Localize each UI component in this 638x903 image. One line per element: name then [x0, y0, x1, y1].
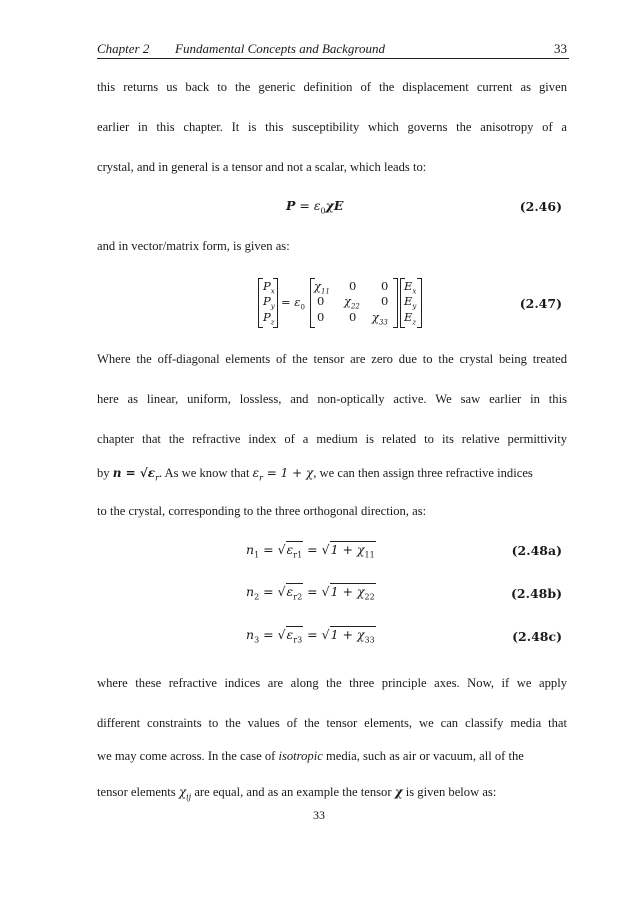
equation-number: (2.46) [519, 199, 562, 214]
text-line: tensor elements $\chi_{ij}$ are equal, and as an example the tensor χ is given below as: [97, 785, 497, 802]
text-line: by $n = √\varepsilon_r$. As we know that $\varepsilon_r = 1 + \chi$, we can then assign three refractive indices [97, 466, 533, 483]
text-line: crystal, and in general is a tensor and not a scalar, which leads to: [97, 160, 427, 174]
header-chapter: Chapter 2 [97, 41, 150, 56]
text-line: chapter that the refractive index of a medium is related to its relative permittivity [97, 432, 567, 446]
equation-number: (2.48b) [510, 586, 562, 601]
equation-number: (2.48a) [511, 543, 562, 558]
equation-number: (2.48c) [512, 629, 562, 644]
text-line: where these refractive indices are along the three principle axes. Now, if we apply [97, 676, 567, 690]
equation-2-48a: $n_1 = √\varepsilon_{r1} = √1 + \chi_{11}$ [246, 542, 375, 560]
text-line: here as linear, uniform, lossless, and non-optically active. We saw earlier in this [97, 392, 567, 406]
text-line: Where the off-diagonal elements of the tensor are zero due to the crystal being treated [97, 352, 567, 366]
equation-2-48c: $n_3 = √\varepsilon_{r3} = √1 + \chi_{33}$ [246, 627, 375, 645]
text-line: different constraints to the values of the tensor elements, we can classify media that [97, 716, 567, 730]
text-line: earlier in this chapter. It is this susceptibility which governs the anisotropy of a [97, 120, 567, 134]
text-line: we may come across. In the case of isotropic media, such as air or vacuum, all of the [97, 749, 524, 763]
text-line: to the crystal, corresponding to the three orthogonal direction, as: [97, 504, 427, 518]
equation-2-48b: $n_2 = √\varepsilon_{r2} = √1 + \chi_{22}$ [246, 584, 375, 602]
text-line: and in vector/matrix form, is given as: [97, 239, 290, 253]
running-header [97, 40, 569, 59]
header-title: Fundamental Concepts and Background [175, 41, 386, 56]
equation-number: (2.47) [519, 296, 562, 311]
text-line: this returns us back to the generic definition of the displacement current as given [97, 80, 567, 94]
header-page-number: 33 [554, 41, 567, 56]
footer-page-number: 33 [313, 808, 325, 822]
equation-2-46: $P = \varepsilon_0\chi E$ [286, 198, 344, 216]
